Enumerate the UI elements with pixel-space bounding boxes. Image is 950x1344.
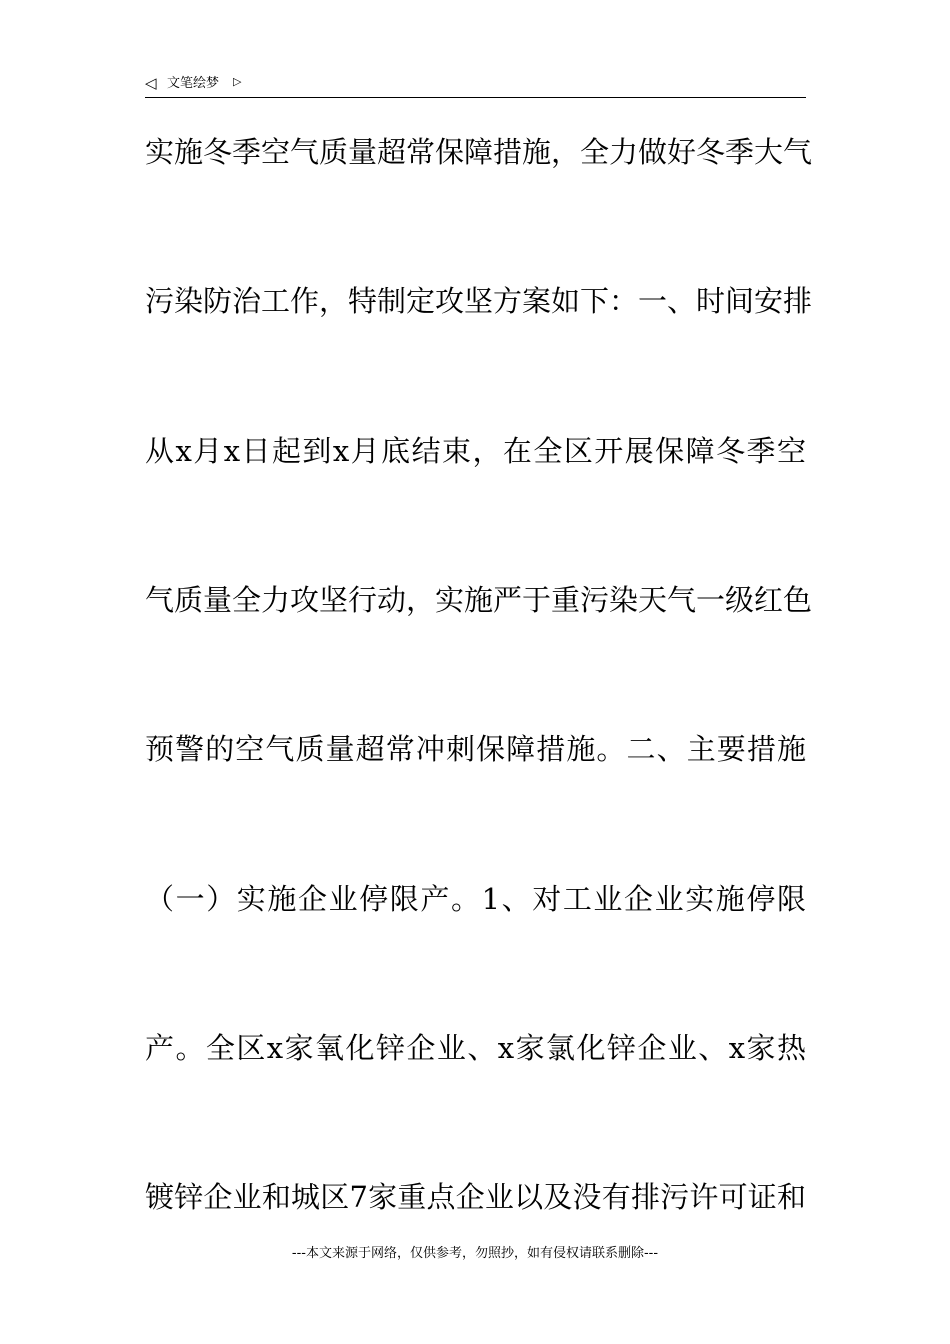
page-header	[145, 74, 806, 96]
text-line: 镀锌企业和城区7家重点企业以及没有排污许可证和	[145, 1180, 806, 1214]
text-line: （一）实施企业停限产。1、对工业企业实施停限	[145, 882, 806, 916]
text-line: 气质量全力攻坚行动，实施严于重污染天气一级红色	[145, 583, 813, 617]
text-line: 实施冬季空气质量超常保障措施，全力做好冬季大气	[145, 135, 813, 169]
footer-disclaimer: ---本文来源于网络，仅供参考，勿照抄，如有侵权请联系删除---	[291, 1246, 659, 1261]
triangle-right-icon: ▷	[233, 75, 242, 88]
triangle-left-icon: ◁	[145, 74, 157, 92]
text-line: 污染防治工作，特制定攻坚方案如下：一、时间安排	[145, 284, 813, 318]
header-brand: 文笔绘梦	[167, 76, 220, 91]
header-divider	[145, 97, 806, 98]
text-line: 产。全区x家氧化锌企业、x家氯化锌企业、x家热	[145, 1031, 806, 1065]
text-line: 预警的空气质量超常冲刺保障措施。二、主要措施	[145, 732, 806, 766]
text-line: 从x月x日起到x月底结束，在全区开展保障冬季空	[145, 434, 806, 468]
